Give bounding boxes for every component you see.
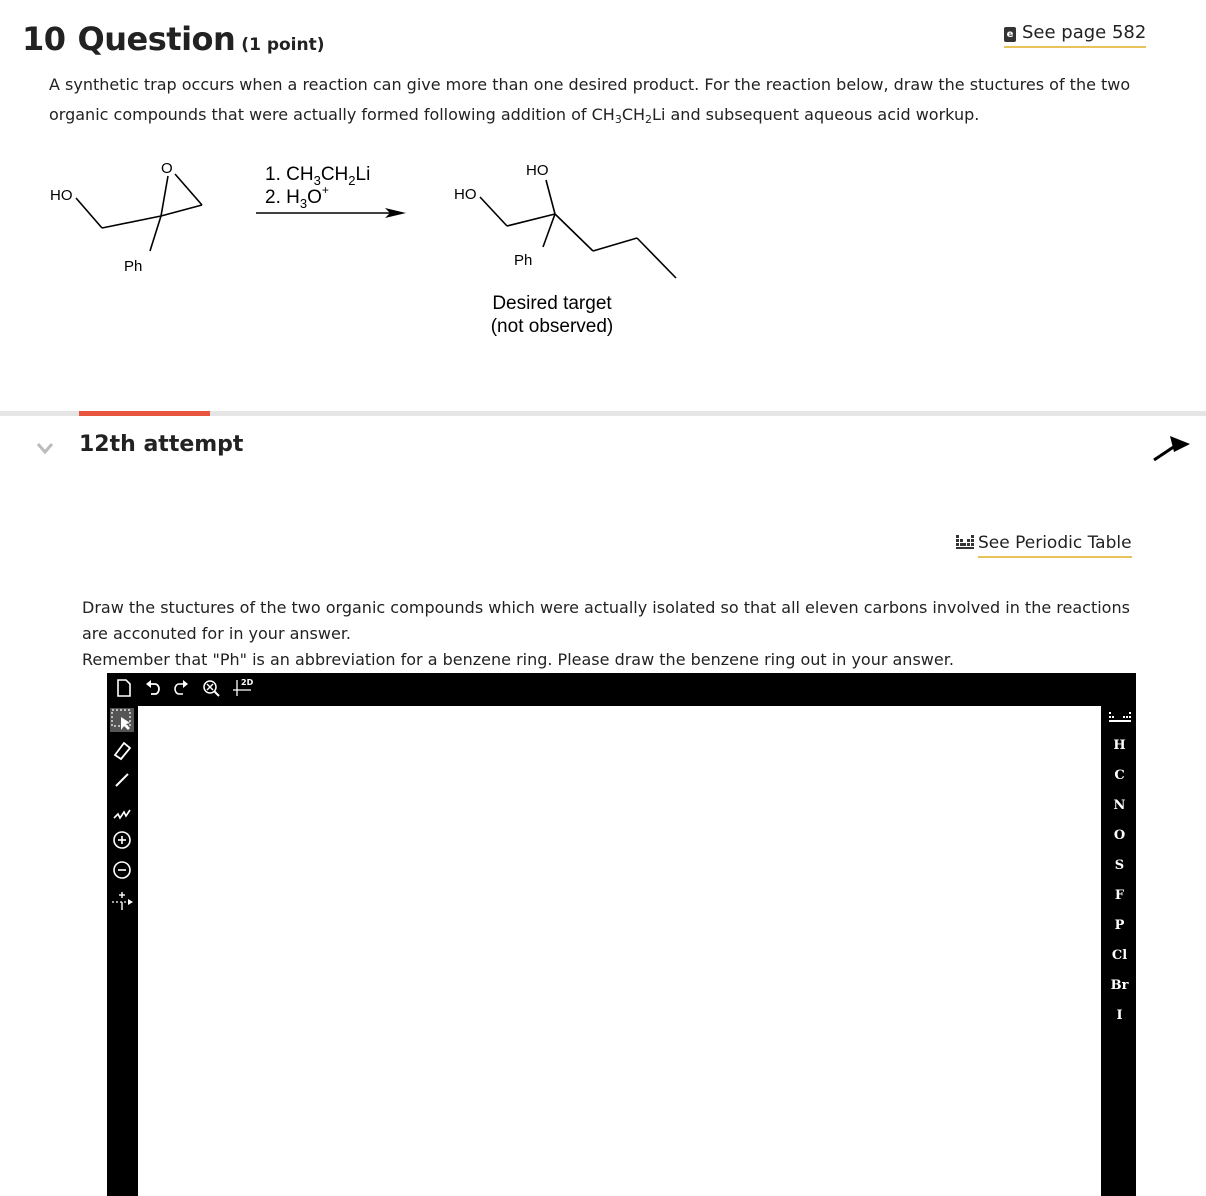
reaction-scheme [40,150,700,350]
atom-o-button[interactable]: O [1113,828,1126,843]
prompt-text-1: A synthetic trap occurs when a reaction can give more than one desired product. For the reaction below, draw the stuctures of the two organic compounds that were actually formed following addition of CH [49,75,1131,124]
product-ho-top: HO [526,162,549,179]
editor-toolbar [107,673,1136,703]
prompt-text-2: CH [621,105,646,124]
drawing-canvas[interactable] [138,706,1101,1196]
undo-icon[interactable] [143,678,163,698]
atom-c-button[interactable]: C [1114,768,1125,783]
product-ho-left: HO [454,186,477,203]
product-ph: Ph [514,252,533,269]
atom-cl-button[interactable]: Cl [1111,948,1128,963]
question-header [22,20,325,58]
chain-tool-icon[interactable] [110,798,134,822]
question-title: Question [77,20,236,58]
structure-editor [107,673,1136,1196]
periodic-table-link[interactable] [956,533,1132,553]
book-icon: e [1004,27,1016,42]
chevron-down-icon[interactable] [36,441,54,455]
atom-i-button[interactable]: I [1116,1008,1123,1023]
left-toolbar [107,703,137,1196]
reactant-o: O [161,160,173,177]
atom-palette [1103,703,1136,1196]
redo-icon[interactable] [171,678,191,698]
instructions-line-2: Remember that "Ph" is an abbreviation for a benzene ring. Please draw the benzene ring out in your answer. [82,650,954,669]
question-prompt [49,70,1159,130]
bond-tool-icon[interactable] [110,768,134,792]
reactant-ph: Ph [124,258,143,275]
select-tool-icon[interactable] [110,708,134,732]
periodic-table-icon[interactable] [1109,710,1131,726]
arrow-cursor-icon [1150,430,1192,464]
question-points: (1 point) [241,35,325,55]
charge-plus-icon[interactable] [110,828,134,852]
attempt-tab-indicator [79,411,210,416]
prompt-sub-1: 3 [614,113,622,126]
dimension-label: 2D [241,678,254,687]
charge-minus-icon[interactable] [110,858,134,882]
prompt-text-3: Li and subsequent aqueous acid workup. [652,105,980,124]
instructions [82,595,1152,673]
eraser-tool-icon[interactable] [110,738,134,762]
reactant-ho: HO [50,187,73,204]
periodic-table-label: See Periodic Table [978,533,1132,558]
reagent-step-2: 2. $H_3O^+$ [265,183,329,211]
see-page-label: See page 582 [1022,22,1147,43]
atom-s-button[interactable]: S [1114,858,1125,873]
dimension-toggle[interactable] [233,678,259,698]
zoom-clear-icon[interactable] [201,678,221,698]
question-number: 10 [22,20,66,58]
target-label-1: Desired target [492,293,612,314]
reaction-arrow-tool-icon[interactable] [110,888,134,912]
atom-p-button[interactable]: P [1114,918,1125,933]
reagent-step-1: 1. $CH_3CH_2Li$ [265,164,371,188]
atom-n-button[interactable]: N [1113,798,1126,813]
atom-f-button[interactable]: F [1114,888,1125,903]
attempt-label[interactable]: 12th attempt [79,432,244,457]
new-document-icon[interactable] [114,678,134,698]
instructions-line-1: Draw the stuctures of the two organic compounds which were actually isolated so that all eleven carbons involved in the reactions are acconuted for in your answer. [82,598,1130,643]
atom-br-button[interactable]: Br [1110,978,1129,993]
target-label-2: (not observed) [490,316,614,337]
see-page-link[interactable] [1004,22,1146,48]
atom-h-button[interactable]: H [1113,738,1126,753]
periodic-table-icon [956,534,974,550]
prompt-sub-2: 2 [645,113,653,126]
